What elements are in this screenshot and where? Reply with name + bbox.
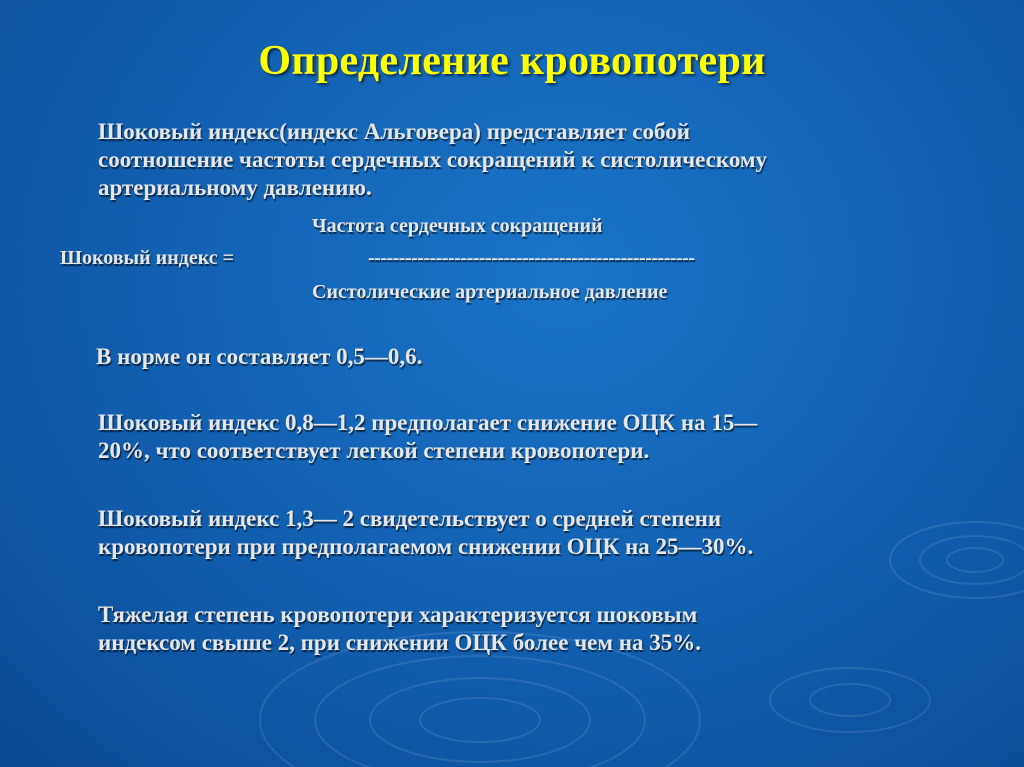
mild-line-2: 20%, что соответствует легкой степени кровопотери. [98,438,650,463]
slide-title: Определение кровопотери [258,38,766,84]
severe-line-1: Тяжелая степень кровопотери характеризуется шоковым [98,602,698,627]
moderate-line-1: Шоковый индекс 1,3— 2 свидетельствует о средней степени [98,506,722,531]
mild-line-1: Шоковый индекс 0,8—1,2 предполагает снижение ОЦК на 15— [98,410,758,435]
norm-statement: В норме он составляет 0,5—0,6. [96,344,423,369]
intro-line-3: артериальному давлению. [98,175,372,200]
intro-line-1: Шоковый индекс(индекс Альговера) представляет собой [98,119,690,144]
formula-numerator: Частота сердечных сокращений [312,215,603,237]
moderate-blood-loss-paragraph [98,505,948,561]
severe-line-2: индексом свыше 2, при снижении ОЦК более чем на 35%. [98,630,702,655]
severe-blood-loss-paragraph [98,601,948,657]
intro-line-2: соотношение частоты сердечных сокращений к систолическому [98,147,768,172]
formula-lhs: Шоковый индекс = [60,247,235,269]
formula-denominator: Систолические артериальное давление [312,281,668,303]
moderate-line-2: кровопотери при предполагаемом снижении ОЦК на 25—30%. [98,534,754,559]
formula-divider: ----------------------------------------------------- [368,247,695,269]
intro-paragraph [98,118,948,202]
mild-blood-loss-paragraph [98,409,948,465]
